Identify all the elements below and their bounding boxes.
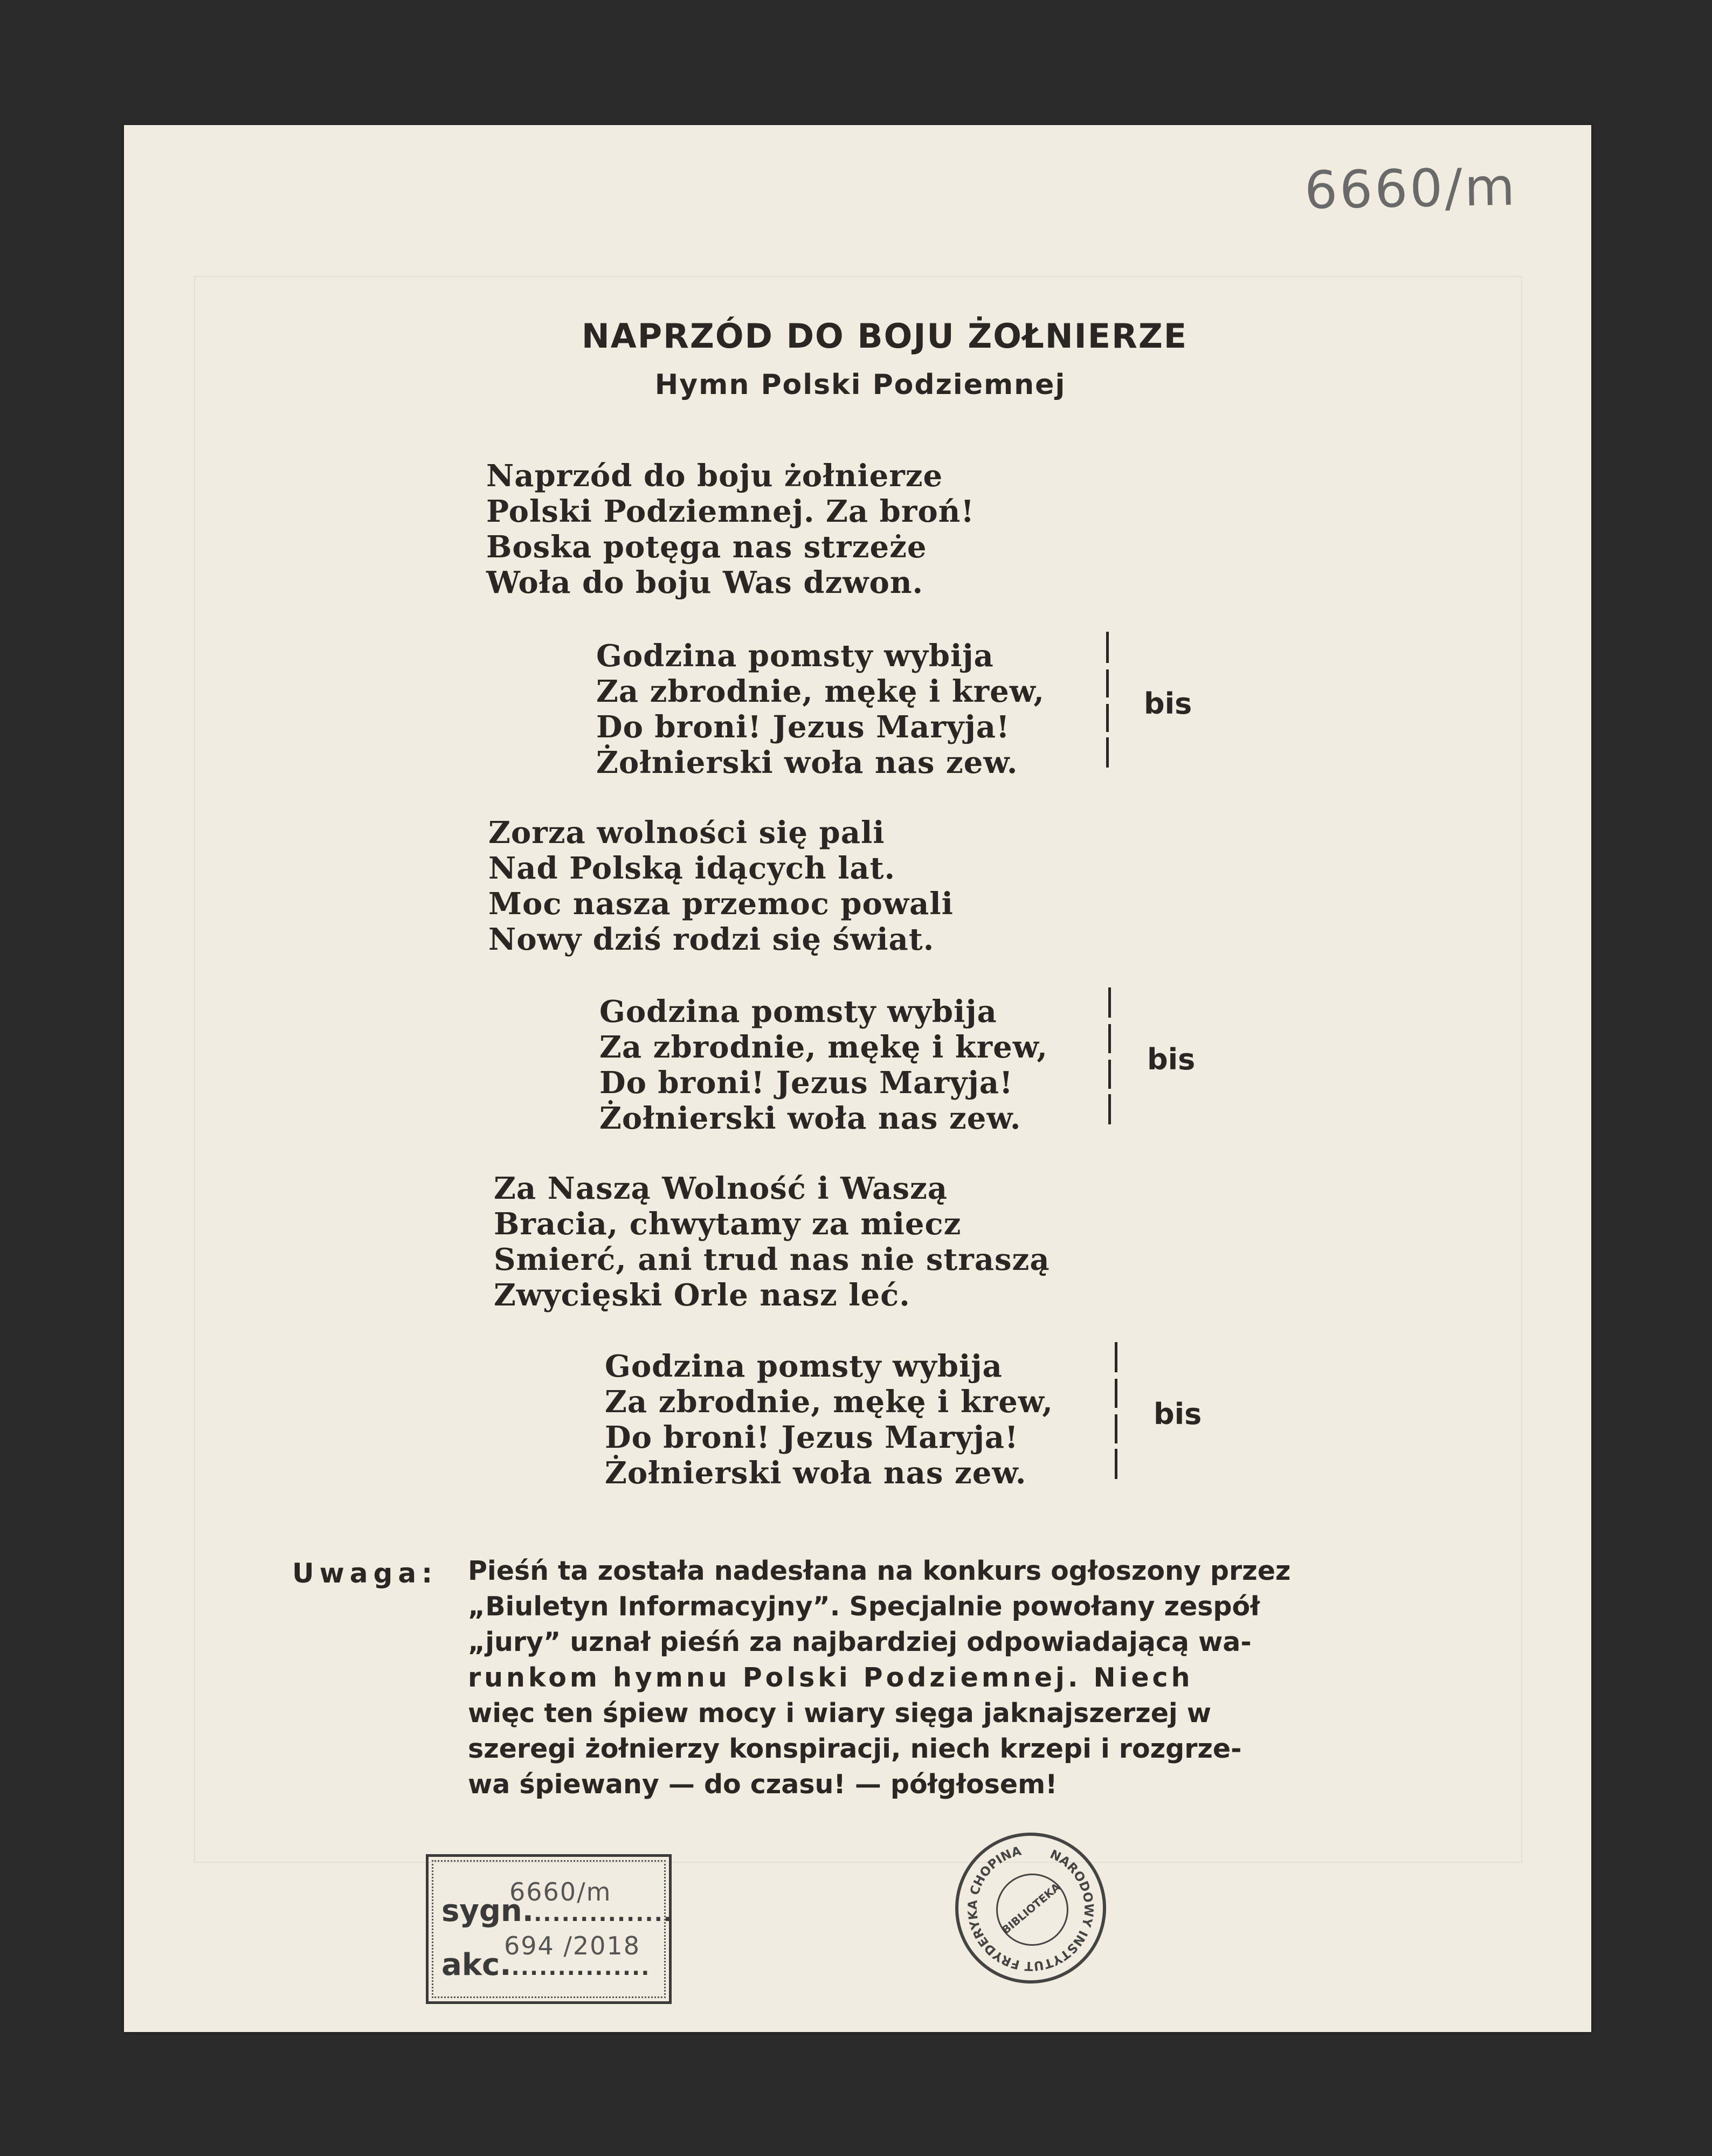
refrain-bar — [1108, 1094, 1111, 1124]
stamp-ring-text: NARODOWY INSTYTUT FRYDERYKA CHOPINA — [965, 1844, 1096, 1973]
refrain-line: Za zbrodnie, mękę i krew, — [605, 1384, 1053, 1420]
note-line: „jury” uznał pieśń za najbardziej odpowiadającą wa- — [468, 1627, 1252, 1657]
akc-value: 694 /2018 — [504, 1931, 640, 1960]
document-sheet — [124, 125, 1591, 2032]
stanza-1 — [486, 458, 975, 600]
stanza-line: Zorza wolności się pali — [488, 815, 885, 851]
stanza-line: Nad Polską idących lat. — [488, 851, 896, 886]
refrain-line: Do broni! Jezus Maryja! — [605, 1420, 1019, 1455]
stanza-line: Smierć, ani trud nas nie straszą — [494, 1242, 1050, 1277]
refrain-line: Żołnierski woła nas zew. — [605, 1455, 1027, 1491]
note-line: Pieśń ta została nadesłana na konkurs ogłoszony przez — [468, 1556, 1291, 1586]
refrain-bar — [1115, 1449, 1117, 1479]
stanza-3 — [494, 1171, 1050, 1313]
stanza-line: Nowy dziś rodzi się świat. — [488, 922, 935, 957]
note-line: wa śpiewany — do czasu! — półgłosem! — [468, 1769, 1058, 1800]
sygn-label: sygn. — [441, 1894, 534, 1929]
stanza-line: Zwycięski Orle nasz leć. — [494, 1277, 910, 1313]
stamp-dots: ............... — [511, 1955, 651, 1980]
refrain-bar — [1115, 1379, 1117, 1408]
note-body — [468, 1553, 1481, 1802]
stamp-dots: ............... — [534, 1902, 673, 1926]
stamp-text-art — [958, 1836, 1103, 1980]
library-stamp — [955, 1833, 1106, 1984]
page-title: NAPRZÓD DO BOJU ŻOŁNIERZE — [581, 316, 1188, 356]
refrain-bar — [1108, 987, 1111, 1018]
page-subtitle: Hymn Polski Podziemnej — [654, 369, 1066, 401]
repeat-mark: bis — [1154, 1397, 1202, 1431]
refrain-1 — [596, 638, 1045, 780]
repeat-mark: bis — [1144, 687, 1192, 721]
refrain-line: Godzina pomsty wybija — [599, 994, 997, 1029]
refrain-line: Za zbrodnie, mękę i krew, — [596, 674, 1045, 709]
sygn-value: 6660/m — [509, 1877, 612, 1906]
refrain-bar — [1115, 1342, 1117, 1372]
refrain-bar — [1106, 632, 1109, 663]
refrain-line: Za zbrodnie, mękę i krew, — [599, 1029, 1048, 1065]
refrain-line: Do broni! Jezus Maryja! — [599, 1065, 1013, 1101]
stanza-line: Moc nasza przemoc powali — [488, 886, 954, 922]
akc-label: akc. — [441, 1947, 512, 1982]
refrain-line: Godzina pomsty wybija — [605, 1349, 1003, 1384]
refrain-bar — [1115, 1414, 1117, 1443]
note-line: szeregi żołnierzy konspiracji, niech krzepi i rozgrze- — [468, 1733, 1242, 1764]
refrain-bar — [1108, 1060, 1111, 1089]
refrain-bar — [1106, 669, 1109, 697]
refrain-line: Godzina pomsty wybija — [596, 638, 994, 674]
stanza-line: Woła do boju Was dzwon. — [486, 565, 924, 600]
note-line: „Biuletyn Informacyjny”. Specjalnie powołany zespół — [468, 1591, 1260, 1622]
handwritten-call-number: 6660/m — [1304, 156, 1518, 221]
stanza-line: Za Naszą Wolność i Waszą — [494, 1171, 948, 1206]
refrain-2 — [599, 994, 1048, 1136]
stanza-line: Boska potęga nas strzeże — [486, 529, 927, 565]
refrain-line: Żołnierski woła nas zew. — [596, 745, 1018, 780]
note-line: runkom hymnu Polski Podziemnej. Niech — [468, 1662, 1193, 1693]
inventory-stamp — [426, 1854, 672, 2004]
refrain-bar — [1106, 737, 1109, 768]
stanza-line: Bracia, chwytamy za miecz — [494, 1206, 962, 1242]
stanza-2 — [488, 815, 954, 957]
stamp-center-text: BIBLIOTEKA — [999, 1880, 1063, 1937]
refrain-bar — [1106, 704, 1109, 732]
repeat-mark: bis — [1147, 1042, 1196, 1076]
note-label: Uwaga: — [292, 1558, 438, 1589]
stanza-line: Polski Podziemnej. Za broń! — [486, 494, 975, 529]
note-line: więc ten śpiew mocy i wiary sięga jaknajszerzej w — [468, 1698, 1212, 1729]
stanza-line: Naprzód do boju żołnierze — [486, 458, 943, 494]
refrain-3 — [605, 1349, 1053, 1491]
refrain-line: Żołnierski woła nas zew. — [599, 1101, 1021, 1136]
refrain-bar — [1108, 1024, 1111, 1053]
refrain-line: Do broni! Jezus Maryja! — [596, 709, 1010, 745]
